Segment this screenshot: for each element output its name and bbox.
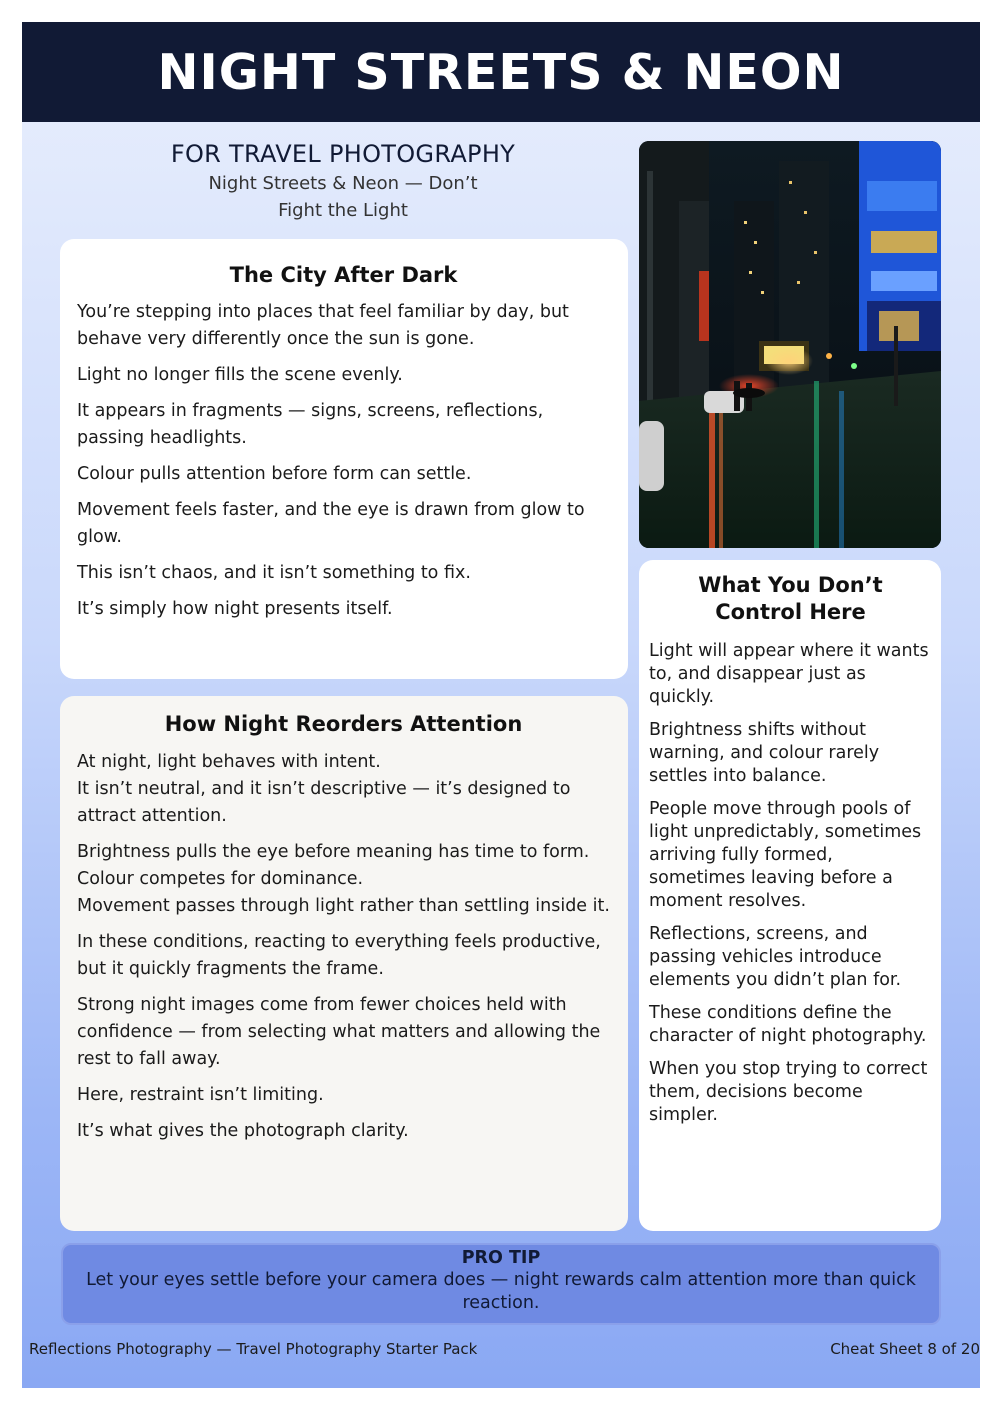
dont-control-paragraph: These conditions define the character of night photography. xyxy=(649,1003,927,1046)
night-street-photo xyxy=(639,141,941,548)
attention-line: Colour competes for dominance. xyxy=(77,869,364,889)
attention-paragraph xyxy=(77,749,610,830)
city-after-dark-card xyxy=(60,239,628,679)
dont-control-paragraph: Brightness shifts without warning, and colour rarely settles into balance. xyxy=(649,720,880,786)
city-paragraph: Colour pulls attention before form can settle. xyxy=(77,464,472,484)
subheading-line-1: Night Streets & Neon — Don’t xyxy=(208,173,478,194)
attention-line: Brightness pulls the eye before meaning has time to form. xyxy=(77,842,590,862)
dont-control-paragraph: Light will appear where it wants to, and disappear just as quickly. xyxy=(649,641,929,707)
attention-line: At night, light behaves with intent. xyxy=(77,752,381,772)
subheading xyxy=(60,140,626,224)
footer-left: Reflections Photography — Travel Photography Starter Pack xyxy=(29,1340,478,1358)
attention-paragraph: In these conditions, reacting to everything feels productive, but it quickly fragments the frame. xyxy=(77,932,601,979)
attention-line: Movement passes through light rather than settling inside it. xyxy=(77,896,610,916)
city-after-dark-heading: The City After Dark xyxy=(229,263,458,287)
pro-tip-text: Let your eyes settle before your camera does — night rewards calm attention more than quick reaction. xyxy=(86,1270,916,1313)
page-title: NIGHT STREETS & NEON xyxy=(157,43,845,101)
reorders-attention-card xyxy=(60,696,628,1231)
subheading-line-2: Fight the Light xyxy=(278,200,408,221)
city-paragraph: It appears in fragments — signs, screens, reflections, passing headlights. xyxy=(77,401,544,448)
city-paragraph: This isn’t chaos, and it isn’t something to fix. xyxy=(77,563,471,583)
dont-control-paragraph: People move through pools of light unpredictably, sometimes arriving fully formed, sometimes leaving before a moment resolves. xyxy=(649,799,922,911)
attention-paragraph xyxy=(77,839,610,920)
attention-line: It isn’t neutral, and it isn’t descriptive — it’s designed to attract attention. xyxy=(77,779,571,826)
city-paragraph: It’s simply how night presents itself. xyxy=(77,599,393,619)
city-paragraph: You’re stepping into places that feel familiar by day, but behave very differently once the sun is gone. xyxy=(77,302,569,349)
pro-tip-label: PRO TIP xyxy=(461,1248,541,1268)
attention-paragraph: It’s what gives the photograph clarity. xyxy=(77,1121,409,1141)
attention-paragraph: Strong night images come from fewer choices held with confidence — from selecting what matters and allowing the rest to fall away. xyxy=(77,995,601,1069)
city-paragraph: Light no longer fills the scene evenly. xyxy=(77,365,403,385)
subheading-kicker: FOR TRAVEL PHOTOGRAPHY xyxy=(170,140,516,168)
pro-tip-box xyxy=(61,1243,941,1325)
dont-control-paragraph: Reflections, screens, and passing vehicles introduce elements you didn’t plan for. xyxy=(649,924,902,990)
attention-paragraph: Here, restraint isn’t limiting. xyxy=(77,1085,324,1105)
city-paragraph: Movement feels faster, and the eye is drawn from glow to glow. xyxy=(77,500,585,547)
reorders-attention-heading: How Night Reorders Attention xyxy=(164,712,523,736)
dont-control-heading-line: What You Don’t xyxy=(698,573,883,597)
dont-control-heading-line: Control Here xyxy=(715,600,866,624)
dont-control-heading xyxy=(649,572,932,626)
header-banner xyxy=(22,22,980,122)
night-street-photo-illustration xyxy=(639,141,941,548)
footer-right: Cheat Sheet 8 of 20 xyxy=(830,1340,980,1358)
dont-control-paragraph: When you stop trying to correct them, decisions become simpler. xyxy=(649,1059,928,1125)
dont-control-card xyxy=(639,560,941,1231)
page xyxy=(22,22,980,1388)
